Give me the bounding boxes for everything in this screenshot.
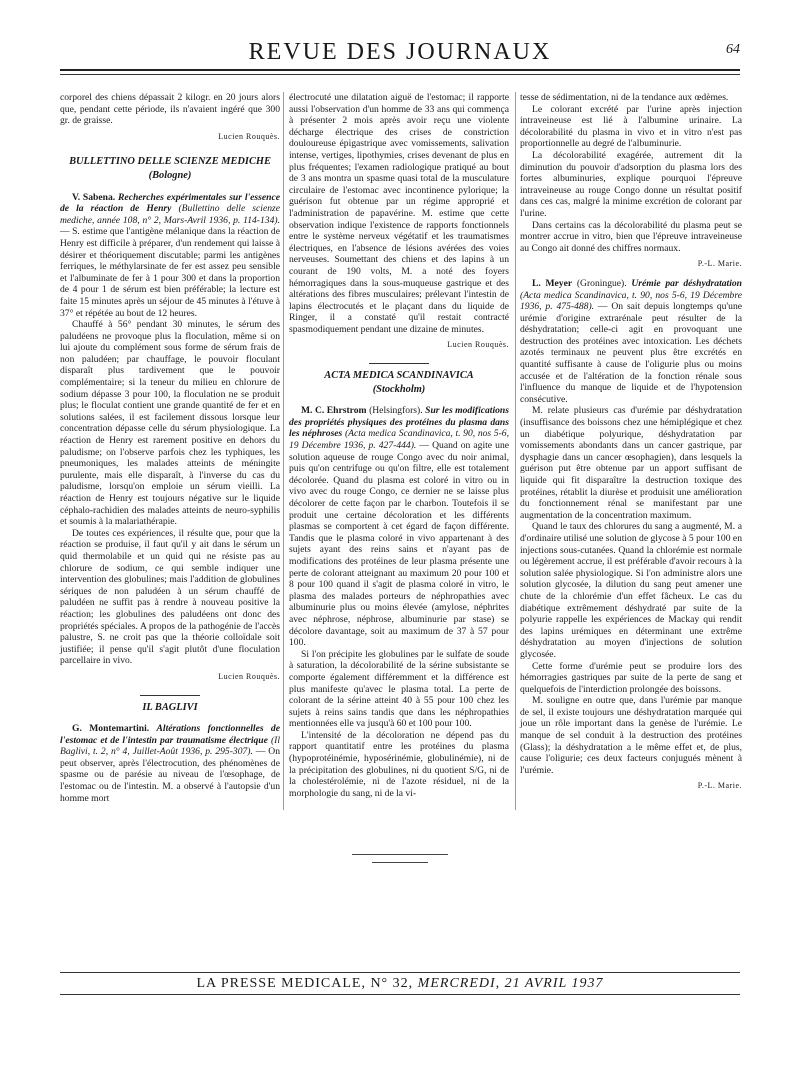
article-head (520, 278, 742, 406)
paragraph: Cette forme d'urémie peut se produire lors des hémorragies gastriques par suite de la perte de sang et quelquefois de l'interdiction prolongée des boissons. (520, 660, 742, 695)
article-affiliation: (Helsingfors). (369, 405, 423, 417)
article-affiliation: (Groningue). (576, 277, 627, 289)
article-title: Altérations fonctionnelles de l'estomac et de l'intestin par traumatisme électrique (60, 723, 280, 746)
footer-journal: LA PRESSE MEDICALE, N° 32, (196, 976, 414, 991)
paragraph: Chauffé à 56° pendant 30 minutes, le sérum des paludéens ne provoque plus la floculation, même si on lui ajoute du complément sous forme de sérum frais de non paludéen; par chauffage, le pouvoir floculant disparaît plus tardivement que le pouvoir complémentaire; si la teneur du milieu en chlorure de sodium dépasse 3 pour 100, la floculation ne se produit plus; le floculat contient une grande quantité de fer et en solutions salées, il est facilement dissous lorsque leur concentration dépasse celle du sérum physiologique. La réaction de Henry est rarement positive en dehors du paludisme; on l'observe parfois chez les typhiques, les pneumoniques, les malades atteints de méningite purulente, mais elle disparaît, à l'inverse du cas du paludisme, lorsqu'on emploie un sérum vieilli. La réaction de Henry est toujours négative sur le liquide céphalo-rachidien des malades atteints de neuro-syphilis et soumis à la malariathérapie. (60, 319, 280, 528)
article-head (60, 723, 280, 804)
column-separator (283, 92, 284, 810)
paragraph: L'intensité de la décoloration ne dépend pas du rapport quantitatif entre les protéines du plasma (hypoprotéinémie, hyposérinémie, globulinémie), ni de la précipitation des globulines, ni du quotient S/G, ni de la cholestérolémie, ni de l'azote résiduel, ni de la morphologie du sang, ni de la vi- (289, 729, 509, 799)
article-author: L. Meyer (532, 277, 573, 289)
article-author: V. Sabena. (72, 191, 116, 203)
paragraph: Dans certains cas la décolorabilité du plasma peut se montrer accrue in vitro, bien que l'épreuve intraveineuse au Congo ait donné des chiffres normaux. (520, 219, 742, 254)
paragraph: électrocuté une dilatation aiguë de l'estomac; il rapporte aussi l'observation d'un homme de 33 ans qui commença à présenter 2 mois après avoir reçu une violente décharge électrique des crises de constriction douloureuse épigastrique avec vomissements, salivation intense, vertiges, lipothymies, crises devenant de plus en plus fréquentes; l'examen radiologique pratiqué au bout de 3 ans montra un spasme quasi total de la musculature circulaire de l'estomac avec incontinence pylorique; la guérison fut obtenue par un régime approprié et l'administration de papavérine. M. estime que cette observation indique l'existence de rapports fonctionnels entre le système nerveux végétatif et les traumatismes électriques, en l'absence de lésions avérées des voies nerveuses. Soumettant des chiens et des lapins à un courant de 190 volts, M. a noté des foyers hémorragiques dans la sous-muqueuse gastrique et des altérations des fibres musculaires; prélevant l'intestin de lapins électrocutés et le plaçant dans du liquide de Ringer, il a constaté qu'il restait contracté spasmodiquement pendant une dizaine de minutes. (289, 92, 509, 335)
article-text: — Quand on agite une solution aqueuse de rouge Congo avec du noir animal, puis qu'on centrifuge ou qu'on filtre, elle est totalement décolorée. Quand du plasma est coloré in vitro ou in vivo avec du rouge Congo, ce dernier ne se laisse plus décolorer de cette façon par le charbon. Toutefois il se produit une certaine décoloration et les différents plasmas se comportent à cet égard de façon différente. Tandis que le plasma coloré in vivo appartenant à des sujets ayant des reins sains et n'ayant pas de modifications des protéines de leur plasma présente une perte de colorant atteignant au maximum 20 pour 100 et 8 pour 100 quand il s'agit de plasma coloré in vitro, le plasma des malades porteurs de néphropathies avec albuminurie plus ou moins élevée (amylose, néphrites avec néphrose, néphrose, albuminurie par stase) se décolore davantage, soit au maximum de 37 à 57 pour 100. (289, 440, 509, 649)
footer-date: MERCREDI, 21 AVRIL 1937 (417, 976, 604, 991)
article-text: — On sait depuis longtemps qu'une urémie d'origine extrarénale peut résulter de la déshydratation; celle-ci agit en provoquant une destruction des protéines avec intoxication. Les déchets azotés terminaux ne peuvent plus être excrétés en quantité suffisante à cause de l'oligurie plus ou moins accusée et de l'altération de la fonction rénale sous l'influence du manque de liquide et de l'hypotension consécutive. (520, 301, 743, 405)
footer-rule-lower (60, 994, 740, 995)
author-signature: P.-L. Marie. (697, 259, 742, 269)
article-text: — On peut observer, après l'électrocution, des phénomènes de spasme ou de parésie au niveau de l'œsophage, de l'estomac ou de l'intestin. M. a observé à l'autopsie d'un homme mort (60, 746, 280, 804)
header-rule-thin (60, 74, 740, 75)
journal-city: (Bologne) (148, 169, 192, 181)
paragraph: Quand le taux des chlorures du sang a augmenté, M. a d'ordinaire utilisé une solution de glycose à 5 pour 100 en injections sous-cutanées. Quand la chlorémie est normale ou légèrement accrue, il est préférable d'avoir recours à la solution salée physiologique. Si l'on administre alors une solution glycosée, la dilution du sang peut amener une chute de la chlorémie d'un effet fâcheux. Le cas du diabétique extrêmement déshydraté par suite de la polyurie rappelle les expériences de Mackay qui rendit des lapins urémiques en déterminant une extrême déshydratation au moyen d'injections de solution glycosée. (520, 521, 742, 660)
page-number: 64 (726, 42, 740, 57)
article-head (60, 192, 280, 320)
paragraph: De toutes ces expériences, il résulte que, pour que la réaction se produise, il faut qu'il y ait dans le sérum un quid thermolabile et un quid qui ne résiste pas au chlorure de sodium, ce qui semble indiquer une intervention des globulines; mais l'addition de globulines sériques de non paludéen à un sérum chauffé de paludéen ne suffit pas à rendre à nouveau positive la réaction; les globulines des paludéens ont donc des propriétés spéciales. A propos de la pathogénie de l'accès palustre, S. ne croit pas que la théorie colloïdale soit justifiée; il pense qu'il s'agit plutôt d'une floculation parcellaire in vivo. (60, 527, 280, 667)
journal-heading: BULLETTINO DELLE SCIENZE MEDICHE (69, 156, 271, 168)
article-text: — S. estime que l'antigène mélanique dans la réaction de Henry est difficile à préparer, d'un rendement qui laisse à désirer et théoriquement discutable; parmi les antigènes ferriques, le méthylarsinate de fer est assez peu sensible et l'albuminate de fer à 1 pour 300 et dans la proportion de 4 pour 1 de sérum est bien préférable; la lecture est faite 15 minutes après un séjour de 45 minutes à l'étuve à 37° et répétée au bout de 12 heures. (60, 226, 280, 319)
paragraph: Le colorant excrété par l'urine après injection intraveineuse est lié à l'albumine urinaire. La décolorabilité du plasma in vivo et in vitro n'est pas proportionnelle au degré de l'albuminurie. (520, 103, 742, 150)
header-rule (60, 69, 740, 71)
author-signature: Lucien Rouquès. (447, 340, 509, 350)
journal-heading: IL BAGLIVI (142, 701, 198, 713)
article-reference: (Acta medica Scandinavica, t. 90, nos 5-6, 19 Décembre 1936, p. 427-444). (289, 428, 509, 452)
article-reference: (Il Baglivi, t. 2, n° 4, Juillet-Août 1936, p. 295-307). (60, 734, 280, 758)
paragraph: tesse de sédimentation, ni de la tendance aux œdèmes. (520, 92, 729, 103)
ornament-rule (352, 854, 448, 855)
article-reference: (Bullettino delle scienze mediche, année 108, n° 2, Mars-Avril 1936, p. 114-134). (60, 203, 280, 226)
paragraph: corporel des chiens dépassait 2 kilogr. en 20 jours alors que, pendant cette période, ils n'avaient ingéré que 300 gr. de graisse. (60, 92, 280, 127)
ornament-rule (372, 862, 428, 863)
running-footer (0, 976, 800, 992)
column-separator (515, 92, 516, 810)
author-signature: Lucien Rouquès. (218, 671, 280, 681)
paragraph: M. souligne en outre que, dans l'urémie par manque de sel, il existe toujours une déshydratation marquée qui joue un rôle important dans la genèse de l'urémie. Le manque de sel conduit à la destruction des protéines (Glass); la déshydratation a le même effet et, de plus, cause l'oligurie; ces deux facteurs conjugués mènent à l'urémie. (520, 695, 742, 776)
running-title: REVUE DES JOURNAUX (248, 39, 552, 65)
journal-heading: ACTA MEDICA SCANDINAVICA (324, 370, 474, 382)
paragraph: La décolorabilité exagérée, autrement dit la diminution du pouvoir d'adsorption du plasma lors des fortes albuminuries, explique pourquoi l'épreuve intraveineuse au rouge Congo donne un résultat positif dans ces cas, malgré la minime excrétion de colorant par l'urine. (520, 149, 742, 219)
article-author: M. C. Ehrstrom (301, 405, 367, 417)
author-signature: P.-L. Marie. (697, 781, 742, 791)
journal-city: (Stockholm) (372, 383, 426, 395)
column-2 (289, 92, 509, 799)
footer-rule (60, 972, 740, 973)
column-3 (520, 92, 742, 798)
section-rule (140, 695, 200, 696)
paragraph: Si l'on précipite les globulines par le sulfate de soude à saturation, la décolorabilité de la sérine subsistante se comporte également différemment et la différence est plus manifeste qu'avec le plasma total. La perte de colorant de la sérine atteint 40 à 55 pour 100 chez les sujets à reins sains tandis que dans les néphropathies mentionnées elle va jusqu'à 60 et 100 pour 100. (289, 648, 509, 730)
article-title: Sur les modifications des propriétés physiques des protéines du plasma dans les néphroses (289, 405, 509, 440)
article-title: Urémie par déshydratation (631, 277, 743, 289)
article-title: Recherches expérimentales sur l'essence de la réaction de Henry (60, 191, 281, 215)
paragraph: M. relate plusieurs cas d'urémie par déshydratation (insuffisance des boissons chez une hémiplégique et chez un diabétique polyurique, déshydratation par vomissements abondants dans un cancer gastrique, par dysphagie dans un cancer œsophagien), dans lesquels la guérison put être obtenue par un apport suffisant de liquide qui fit disparaître la destruction toxique des protéines, rétablit la diurèse et produisit une amélioration du fonctionnement rénal se manifestant par une augmentation de la concentration maximum. (520, 405, 742, 521)
article-head (289, 405, 509, 648)
column-1 (60, 92, 280, 804)
section-rule (369, 363, 429, 364)
author-signature: Lucien Rouquès. (218, 131, 280, 141)
article-reference: (Acta medica Scandinavica, t. 90, nos 5-6, 19 Décembre 1936, p. 475-488). (520, 289, 742, 313)
article-author: G. Montemartini. (72, 723, 150, 735)
